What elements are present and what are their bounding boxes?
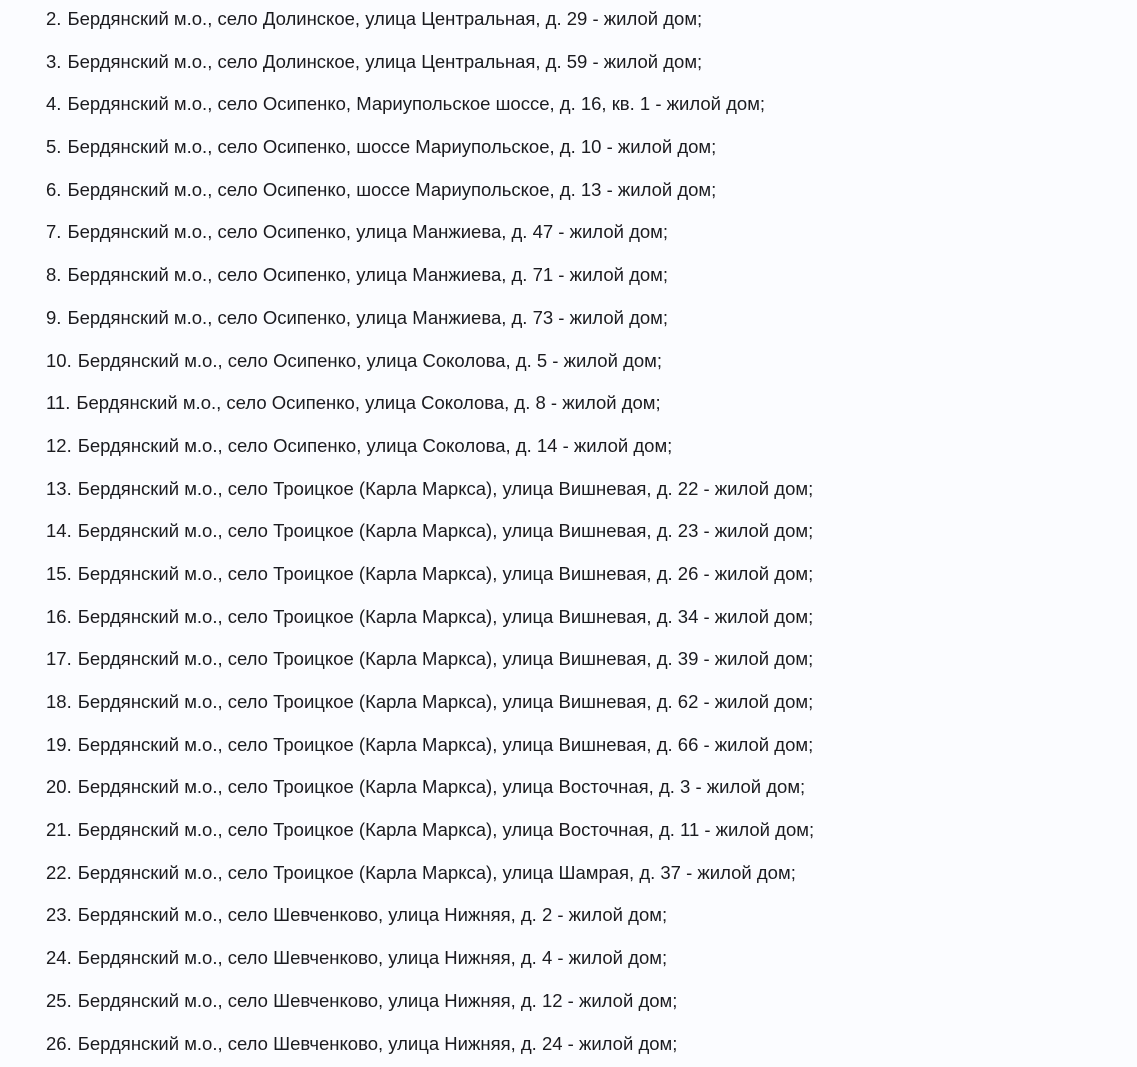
list-item bbox=[46, 854, 1137, 897]
list-item bbox=[46, 640, 1137, 683]
list-item-text: Бердянский м.о., село Шевченково, улица Нижняя, д. 4 - жилой дом; bbox=[78, 947, 667, 968]
list-item-number: 17. bbox=[46, 640, 72, 678]
list-item bbox=[46, 598, 1137, 641]
list-item-text: Бердянский м.о., село Осипенко, улица Соколова, д. 14 - жилой дом; bbox=[78, 435, 673, 456]
list-item-number: 14. bbox=[46, 512, 72, 550]
list-item-number: 26. bbox=[46, 1025, 72, 1063]
list-item-text: Бердянский м.о., село Троицкое (Карла Маркса), улица Вишневая, д. 23 - жилой дом; bbox=[78, 520, 814, 541]
list-item-number: 6. bbox=[46, 171, 61, 209]
list-item bbox=[46, 256, 1137, 299]
list-item-number: 23. bbox=[46, 896, 72, 934]
list-item bbox=[46, 1025, 1137, 1067]
list-item-number: 22. bbox=[46, 854, 72, 892]
address-list bbox=[46, 0, 1137, 1067]
list-item-number: 12. bbox=[46, 427, 72, 465]
list-item bbox=[46, 128, 1137, 171]
list-item-number: 24. bbox=[46, 939, 72, 977]
list-item-text: Бердянский м.о., село Осипенко, улица Манжиева, д. 71 - жилой дом; bbox=[67, 264, 668, 285]
list-item-text: Бердянский м.о., село Шевченково, улица Нижняя, д. 24 - жилой дом; bbox=[78, 1033, 678, 1054]
list-item bbox=[46, 43, 1137, 86]
list-item-text: Бердянский м.о., село Шевченково, улица Нижняя, д. 2 - жилой дом; bbox=[78, 904, 667, 925]
list-item bbox=[46, 0, 1137, 43]
list-item-number: 16. bbox=[46, 598, 72, 636]
list-item-text: Бердянский м.о., село Осипенко, шоссе Мариупольское, д. 10 - жилой дом; bbox=[67, 136, 716, 157]
list-item-number: 2. bbox=[46, 0, 61, 38]
list-item-text: Бердянский м.о., село Троицкое (Карла Маркса), улица Вишневая, д. 39 - жилой дом; bbox=[78, 648, 814, 669]
list-item-text: Бердянский м.о., село Троицкое (Карла Маркса), улица Восточная, д. 11 - жилой дом; bbox=[78, 819, 814, 840]
list-item-number: 13. bbox=[46, 470, 72, 508]
list-item bbox=[46, 726, 1137, 769]
list-item bbox=[46, 470, 1137, 513]
list-item-text: Бердянский м.о., село Долинское, улица Центральная, д. 29 - жилой дом; bbox=[67, 8, 702, 29]
list-item-text: Бердянский м.о., село Шевченково, улица Нижняя, д. 12 - жилой дом; bbox=[78, 990, 678, 1011]
list-item-text: Бердянский м.о., село Троицкое (Карла Маркса), улица Вишневая, д. 26 - жилой дом; bbox=[78, 563, 814, 584]
list-item-number: 10. bbox=[46, 342, 72, 380]
list-item-number: 15. bbox=[46, 555, 72, 593]
list-item-text: Бердянский м.о., село Долинское, улица Центральная, д. 59 - жилой дом; bbox=[67, 51, 702, 72]
list-item-number: 7. bbox=[46, 213, 61, 251]
list-item-number: 9. bbox=[46, 299, 61, 337]
list-item bbox=[46, 85, 1137, 128]
list-item-text: Бердянский м.о., село Троицкое (Карла Маркса), улица Вишневая, д. 66 - жилой дом; bbox=[78, 734, 814, 755]
list-item bbox=[46, 427, 1137, 470]
list-item bbox=[46, 342, 1137, 385]
list-item-number: 20. bbox=[46, 768, 72, 806]
list-item bbox=[46, 299, 1137, 342]
list-item-number: 4. bbox=[46, 85, 61, 123]
list-item bbox=[46, 768, 1137, 811]
list-item-number: 18. bbox=[46, 683, 72, 721]
list-item bbox=[46, 171, 1137, 214]
list-item bbox=[46, 683, 1137, 726]
list-item-text: Бердянский м.о., село Осипенко, улица Манжиева, д. 47 - жилой дом; bbox=[67, 221, 668, 242]
list-item-number: 5. bbox=[46, 128, 61, 166]
list-item-text: Бердянский м.о., село Осипенко, улица Соколова, д. 5 - жилой дом; bbox=[78, 350, 662, 371]
list-item-text: Бердянский м.о., село Троицкое (Карла Маркса), улица Шамрая, д. 37 - жилой дом; bbox=[78, 862, 796, 883]
list-item bbox=[46, 555, 1137, 598]
list-item-number: 25. bbox=[46, 982, 72, 1020]
list-item bbox=[46, 982, 1137, 1025]
list-item-number: 11. bbox=[46, 384, 70, 422]
list-item bbox=[46, 213, 1137, 256]
list-item-text: Бердянский м.о., село Осипенко, улица Соколова, д. 8 - жилой дом; bbox=[76, 392, 660, 413]
list-item-text: Бердянский м.о., село Троицкое (Карла Маркса), улица Вишневая, д. 34 - жилой дом; bbox=[78, 606, 814, 627]
list-item bbox=[46, 384, 1137, 427]
list-item-number: 19. bbox=[46, 726, 72, 764]
list-item-text: Бердянский м.о., село Троицкое (Карла Маркса), улица Восточная, д. 3 - жилой дом; bbox=[78, 776, 805, 797]
list-item bbox=[46, 896, 1137, 939]
list-item-number: 21. bbox=[46, 811, 72, 849]
list-item bbox=[46, 939, 1137, 982]
list-item-number: 3. bbox=[46, 43, 61, 81]
list-item-text: Бердянский м.о., село Троицкое (Карла Маркса), улица Вишневая, д. 22 - жилой дом; bbox=[78, 478, 814, 499]
list-item bbox=[46, 512, 1137, 555]
list-item-text: Бердянский м.о., село Троицкое (Карла Маркса), улица Вишневая, д. 62 - жилой дом; bbox=[78, 691, 814, 712]
list-item-text: Бердянский м.о., село Осипенко, шоссе Мариупольское, д. 13 - жилой дом; bbox=[67, 179, 716, 200]
list-item-text: Бердянский м.о., село Осипенко, Мариупольское шоссе, д. 16, кв. 1 - жилой дом; bbox=[67, 93, 765, 114]
list-item bbox=[46, 811, 1137, 854]
list-item-number: 8. bbox=[46, 256, 61, 294]
list-item-text: Бердянский м.о., село Осипенко, улица Манжиева, д. 73 - жилой дом; bbox=[67, 307, 668, 328]
